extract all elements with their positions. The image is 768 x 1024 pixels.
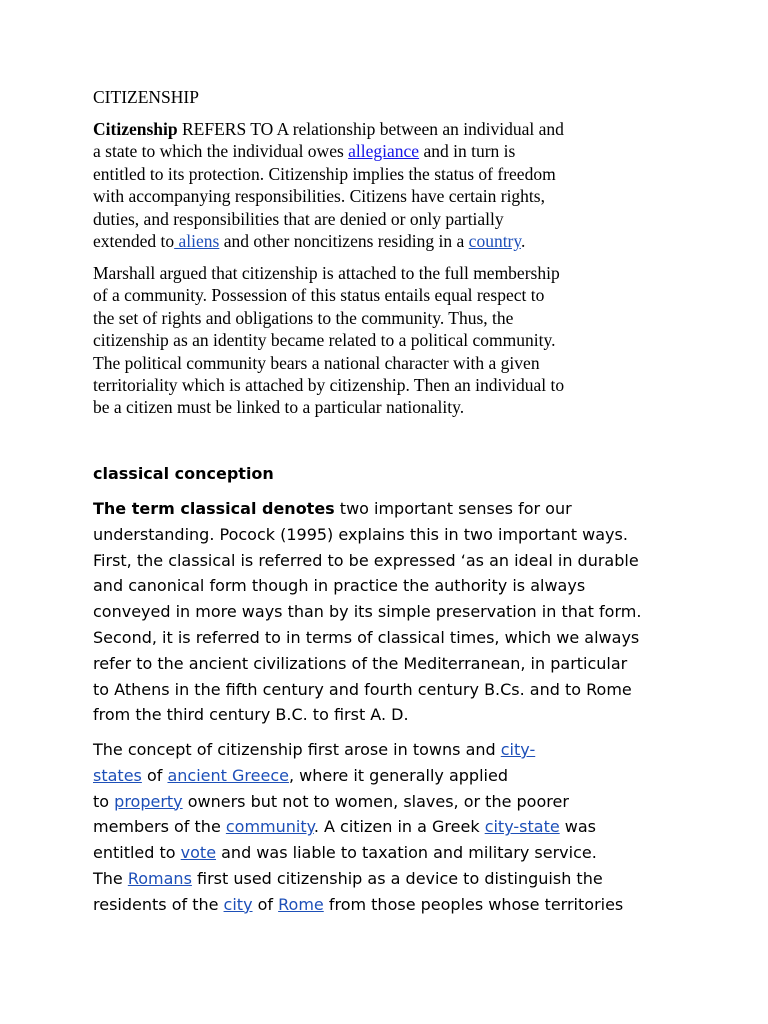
paragraph-marshall [93,262,683,419]
line: territoriality which is attached by citizenship. Then an individual to [93,375,565,396]
title-text: CITIZENSHIP [93,87,199,107]
line: entitled to its protection. Citizenship implies the status of freedom [93,163,556,184]
link-ancient-greece[interactable]: ancient Greece [167,765,289,785]
document-title [93,86,683,108]
line: from the third century B.C. to first A. D. [93,705,409,725]
line: extended to aliens and other noncitizens residing in a country. [93,231,526,252]
link-city[interactable]: city [223,894,253,914]
line: Marshall argued that citizenship is attached to the full membership [93,263,560,283]
line: with accompanying responsibilities. Citizens have certain rights, [93,186,545,207]
line: The concept of citizenship first arose in towns and city- [93,740,536,759]
line: The Romans first used citizenship as a device to distinguish the [93,868,603,888]
line: duties, and responsibilities that are denied or only partially [93,208,504,229]
line: citizenship as an identity became related to a political community. [93,330,556,351]
line: residents of the city of Rome from those peoples whose territories [93,894,624,914]
section-heading-text: classical conception [93,464,274,483]
line: entitled to vote and was liable to taxation and military service. [93,843,597,863]
link-romans[interactable]: Romans [127,868,192,888]
paragraph-classical [93,496,693,728]
line: conveyed in more ways than by its simple preservation in that form. [93,602,642,622]
link-vote[interactable]: vote [180,843,217,863]
line: a state to which the individual owes allegiance and in turn is [93,141,516,162]
link-city-states[interactable]: states [93,765,142,785]
paragraph-definition [93,118,683,252]
bold-term: Citizenship [93,119,178,139]
line: be a citizen must be linked to a particular nationality. [93,397,465,418]
line: The political community bears a national character with a given [93,352,540,373]
link-allegiance[interactable]: allegiance [348,141,420,162]
line: of a community. Possession of this status entails equal respect to [93,285,545,306]
line: The term classical denotes two important senses for our [93,499,572,518]
line: members of the community. A citizen in a Greek city-state was [93,817,597,837]
line: Citizenship REFERS TO A relationship between an individual and [93,119,564,139]
line: refer to the ancient civilizations of the Mediterranean, in particular [93,653,628,673]
link-community[interactable]: community [225,817,314,837]
line: understanding. Pocock (1995) explains this in two important ways. [93,524,628,544]
line: and canonical form though in practice the authority is always [93,576,586,596]
bold-term: The term classical denotes [93,499,335,518]
line: First, the classical is referred to be expressed ‘as an ideal in durable [93,550,639,570]
section-heading [93,461,693,487]
paragraph-greece [93,737,693,918]
link-city-states[interactable]: city- [500,740,536,759]
link-city-state[interactable]: city-state [484,817,560,837]
link-rome[interactable]: Rome [278,894,324,914]
line: states of ancient Greece, where it generally applied [93,765,508,785]
link-aliens[interactable]: aliens [174,231,220,252]
link-property[interactable]: property [114,791,183,811]
link-country[interactable]: country [468,231,521,252]
line: to Athens in the fifth century and fourth century B.Cs. and to Rome [93,679,632,699]
line: to property owners but not to women, slaves, or the poorer [93,791,569,811]
line: the set of rights and obligations to the community. Thus, the [93,307,514,328]
line: Second, it is referred to in terms of classical times, which we always [93,627,640,647]
